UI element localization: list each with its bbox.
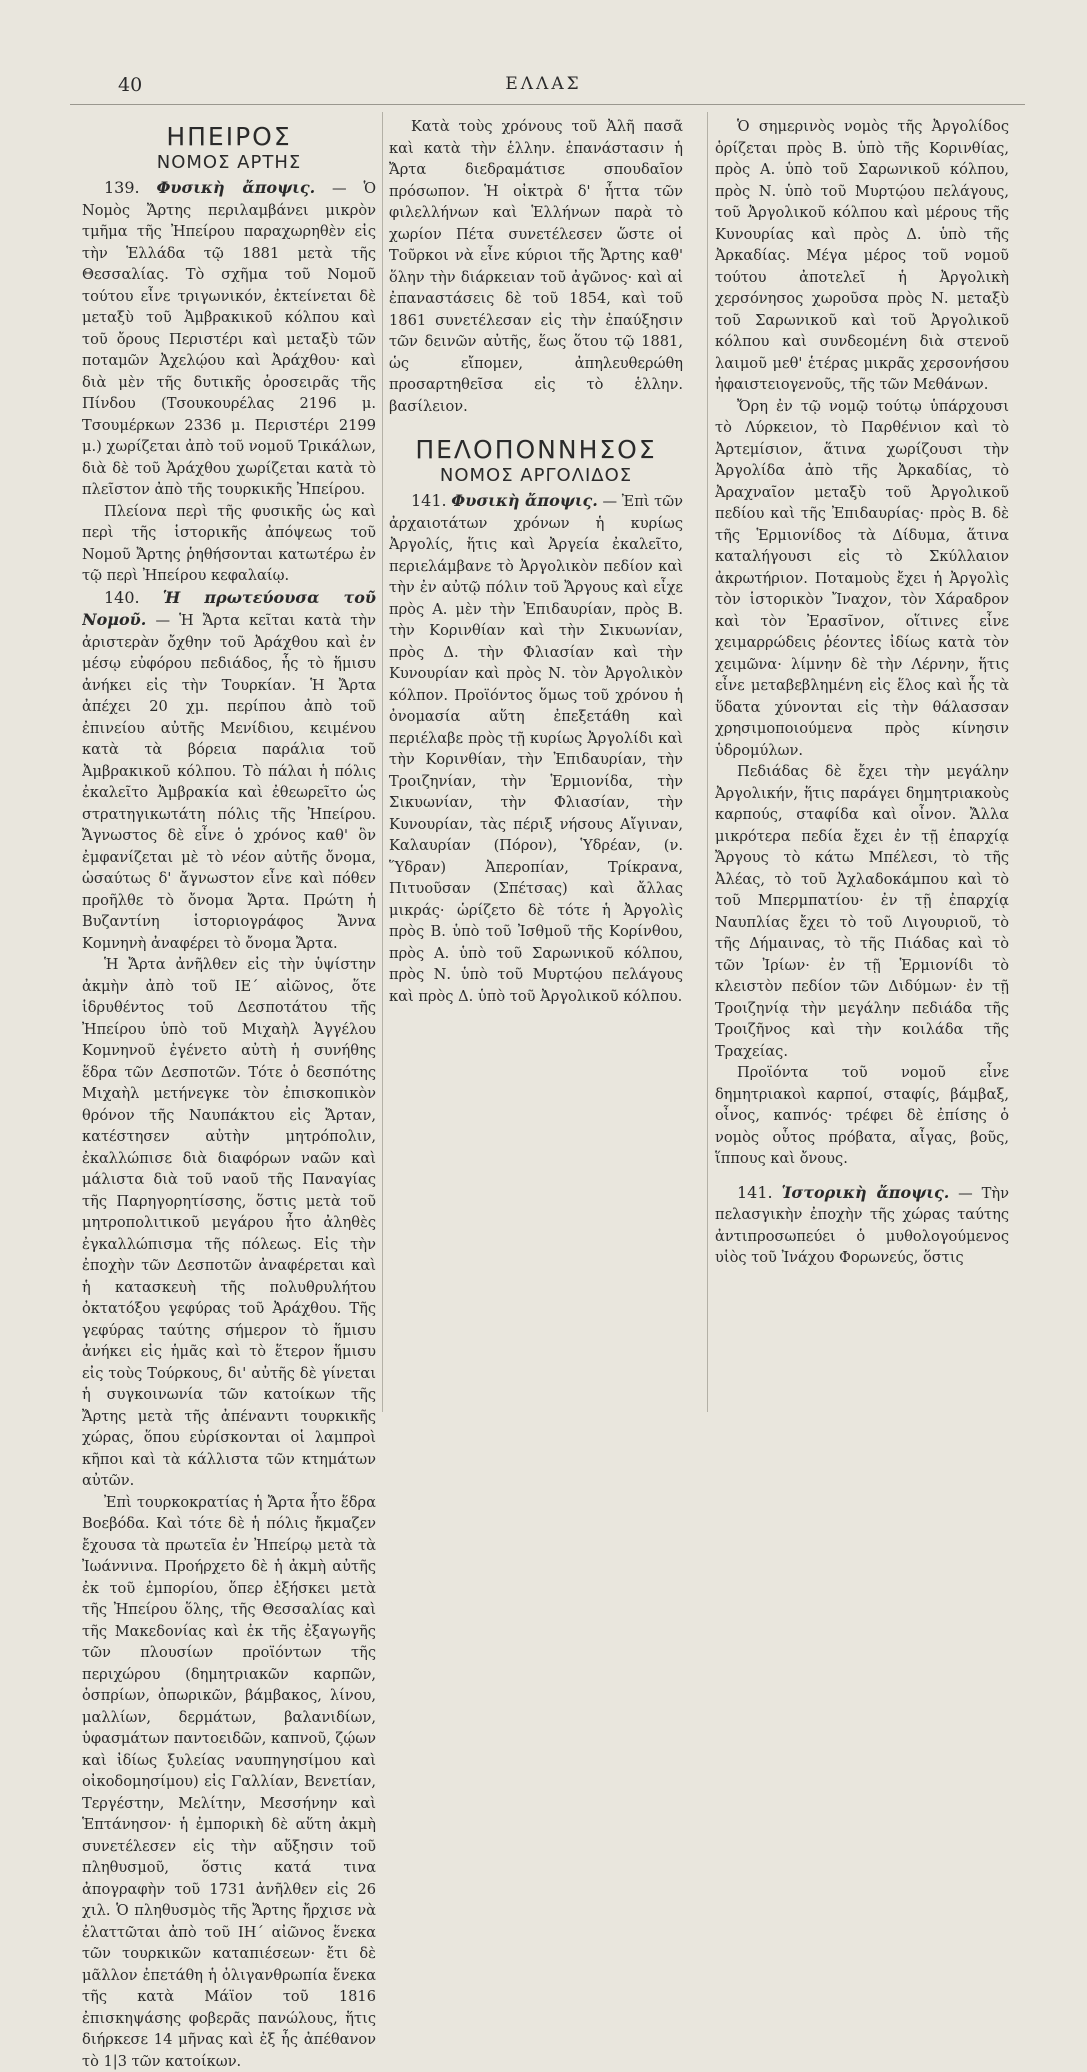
section-text-141-historical: — Τὴν πελασγικὴν ἐποχὴν τῆς χώρας ταύτης ἀντιπροσωπεύει ὁ μυθολογούμενος υἱὸς τοῦ Ἰνάχου Φορωνεύς, ὅστις xyxy=(715,1185,1009,1267)
section-title-peloponnese: ΠΕΛΟΠΟΝΝΗΣΟΣ xyxy=(389,439,683,461)
paragraph-141 xyxy=(389,490,683,1007)
paragraph-141-c: Ὄρη ἐν τῷ νομῷ τούτῳ ὑπάρχουσι τὸ Λύρκειον, τὸ Παρθένιον καὶ τὸ Ἀρτεμίσιον, ἅτινα χωρίζουσι τὴν Ἀργολίδα ἀπὸ τῆς Ἀρκαδίας, τὸ Ἀραχναῖον μεταξὺ τοῦ Ἀργολικοῦ πεδίου καὶ τῆς Ἐπιδαυρίας· πρὸς Β. δὲ τῆς Ἑρμιονίδος τὰ Δίδυμα, ἅτινα καταλήγουσι εἰς τὸ Σκύλλαιον ἀκρωτήριον. Ποταμοὺς ἔχει ἡ Ἀργολὶς τὸν ἱστορικὸν Ἴναχον, τὸν Χάραδρον καὶ τὸν Ἐρασῖνον, οἵτινες εἶνε χειμαρρώδεις ῥέοντες ἰδίως κατὰ τὸν χειμῶνα· λίμνην δὲ τὴν Λέρνην, ἥτις εἶνε μεταβεβλημένη εἰς ἕλος καὶ ἧς τὰ ὕδατα χύνονται εἰς τὴν θάλασσαν χρησιμοποιούμενα πρὸς κίνησιν ὑδρομύλων. xyxy=(715,396,1009,762)
paragraph-140-c: Ἐπὶ τουρκοκρατίας ἡ Ἄρτα ἦτο ἕδρα Βοεβόδα. Καὶ τότε δὲ ἡ πόλις ἤκμαζεν ἔχουσα τὰ πρωτεῖα ἐν Ἠπείρῳ μετὰ τὰ Ἰωάννινα. Προήρχετο δὲ ἡ ἀκμὴ αὐτῆς ἐκ τοῦ ἐμπορίου, ὅπερ ἐξήσκει μετὰ τῆς Ἠπείρου ὅλης, τῆς Θεσσαλίας καὶ τῆς Μακεδονίας καὶ ἐκ τῆς ἐξαγωγῆς τῶν πλουσίων προϊόντων τῆς περιχώρου (δημητριακῶν καρπῶν, ὀσπρίων, ὀπωρικῶν, βάμβακος, λίνου, μαλλίων, δερμάτων, βαλανιδίων, ὑφασμάτων παντοειδῶν, καπνοῦ, ζῴων καὶ ἰδίως ξυλείας ναυπηγησίμου καὶ οἰκοδομησίμου) εἰς Γαλλίαν, Βενετίαν, Τεργέστην, Μελίτην, Μεσσήνην καὶ Ἑπτάνησον· ἡ ἐμπορικὴ δὲ αὕτη ἀκμὴ συνετέλεσεν εἰς τὴν αὔξησιν τοῦ πληθυσμοῦ, ὅστις κατά τινα ἀπογραφὴν τοῦ 1731 ἀνῆλθεν εἰς 26 χιλ. Ὁ πληθυσμὸς τῆς Ἄρτης ἤρχισε νὰ ἐλαττῶται ἀπὸ τοῦ ΙΗ΄ αἰῶνος ἕνεκα τῶν τουρκικῶν καταπιέσεων· ἔτι δὲ μᾶλλον ἐπετάθη ἡ ὀλιγανθρωπία ἕνεκα τῆς κατὰ Μάϊον τοῦ 1816 ἐπισκηψάσης φοβερᾶς πανώλους, ἥτις διήρκεσε 14 μῆνας καὶ ἐξ ἧς ἀπέθανον τὸ 1|3 τῶν κατοίκων. xyxy=(82,1492,376,2072)
section-title-epirus: ΗΠΕΙΡΟΣ xyxy=(82,126,376,148)
section-heading-physical-argolis: Φυσικὴ ἄποψις. xyxy=(451,491,598,510)
paragraph-141-d: Πεδιάδας δὲ ἔχει τὴν μεγάλην Ἀργολικήν, ἥτις παράγει δημητριακοὺς καρπούς, σταφίδα καὶ οἶνον. Ἄλλα μικρότερα πεδία ἔχει ἐν τῇ ἐπαρχίᾳ Ἄργους τὸ κάτω Μπέλεσι, τὸ τῆς Ἀλέας, τὸ τοῦ Ἀχλαδοκάμπου καὶ τὸ τοῦ Μπερμπατίου· ἐν τῇ ἐπαρχίᾳ Ναυπλίας ἔχει τὸ τοῦ Λιγουριοῦ, τὸ τῆς Δήμαινας, τὸ τῆς Πιάδας καὶ τὸ τῶν Ἰρίων· ἐν τῇ Ἑρμιονίδι τὸ κλειστὸν πεδίον τῶν Διδύμων· ἐν τῇ Τροιζηνίᾳ τὴν μεγάλην πεδιάδα τῆς Τροιζῆνος καὶ τὴν κοιλάδα τῆς Τραχείας. xyxy=(715,761,1009,1062)
running-title: ΕΛΛΑΣ xyxy=(0,74,1087,94)
column-divider-1 xyxy=(382,112,383,1412)
paragraph-141-b: Ὁ σημερινὸς νομὸς τῆς Ἀργολίδος ὁρίζεται πρὸς Β. ὑπὸ τῆς Κορινθίας, πρὸς Α. ὑπὸ τοῦ Σαρωνικοῦ κόλπου, πρὸς Ν. ὑπὸ τοῦ Μυρτῴου πελάγους, τοῦ Ἀργολικοῦ κόλπου καὶ μέρους τῆς Κυνουρίας καὶ πρὸς Δ. ὑπὸ τῆς Ἀρκαδίας. Μέγα μέρος τοῦ νομοῦ τούτου ἀποτελεῖ ἡ Ἀργολικὴ χερσόνησος χωροῦσα πρὸς Ν. μεταξὺ τοῦ Σαρωνικοῦ καὶ τοῦ Ἀργολικοῦ κόλπου καὶ συνδεομένη διὰ στενοῦ λαιμοῦ μεθ' ἑτέρας μικρᾶς χερσονήσου ἠφαιστειογενοῦς, τῆς τῶν Μεθάνων. xyxy=(715,116,1009,396)
column-3 xyxy=(715,116,1009,1269)
paragraph-141-e: Προϊόντα τοῦ νομοῦ εἶνε δημητριακοὶ καρποί, σταφίς, βάμβαξ, οἶνος, καπνός· τρέφει δὲ ἐπίσης ὁ νομὸς οὗτος πρόβατα, αἶγας, βοῦς, ἵππους καὶ ὄνους. xyxy=(715,1062,1009,1170)
section-heading-capital: Ἡ πρωτεύουσα τοῦ Νομοῦ. xyxy=(82,588,376,630)
subsection-title-arta: ΝΟΜΟΣ ΑΡΤΗΣ xyxy=(82,152,376,174)
column-divider-2 xyxy=(707,112,708,1412)
paragraph-140-d: Κατὰ τοὺς χρόνους τοῦ Ἀλῆ πασᾶ καὶ κατὰ τὴν ἑλλην. ἐπανάστασιν ἡ Ἄρτα διεδραμάτισε σπουδαῖον πρόσωπον. Ἡ οἰκτρὰ δ' ἧττα τῶν φιλελλήνων καὶ Ἑλλήνων παρὰ τὸ χωρίον Πέτα συνετέλεσεν ὥστε οἱ Τοῦρκοι νὰ εἶνε κύριοι τῆς Ἄρτης καθ' ὅλην τὴν διάρκειαν τοῦ ἀγῶνος· καὶ αἱ ἐπαναστάσεις δὲ τοῦ 1854, καὶ τοῦ 1861 συνετέλεσαν εἰς τὴν ἐπαύξησιν τῶν δεινῶν αὐτῆς, ἕως ὅτου τῷ 1881, ὡς εἴπομεν, ἀπηλευθερώθη προσαρτηθεῖσα εἰς τὸ ἑλλην. βασίλειον. xyxy=(389,116,683,417)
column-2 xyxy=(389,116,683,1007)
header-rule xyxy=(70,104,1025,105)
section-text-141: — Ἐπὶ τῶν ἀρχαιοτάτων χρόνων ἡ κυρίως Ἀργολίς, ἥτις καὶ Ἀργεία ἐκαλεῖτο, περιελάμβανε τὸ Ἀργολικὸν πεδίον καὶ τὴν ἐν αὐτῷ πόλιν τοῦ Ἄργους καὶ εἶχε πρὸς Α. μὲν τὴν Ἐπιδαυρίαν, πρὸς Β. τὴν Κορινθίαν καὶ τὴν Σικυωνίαν, πρὸς Δ. τὴν Φλιασίαν καὶ τὴν Κυνουρίαν καὶ πρὸς Ν. τὸν Ἀργολικὸν κόλπον. Προϊόντος ὅμως τοῦ χρόνου ἡ ὀνομασία αὕτη ἐπεξετάθη καὶ περιέλαβε πρὸς τῇ κυρίως Ἀργολίδι καὶ τὴν Κορινθίαν, τὴν Ἐπιδαυρίαν, τὴν Τροιζηνίαν, τὴν Ἑρμιονίδα, τὴν Σικυωνίαν, τὴν Φλιασίαν, τὴν Κυνουρίαν, τὰς πέριξ νήσους Αἴγιναν, Καλαυρίαν (Πόρον), Ὑδρέαν, (ν. Ὕδραν) Ἀπεροπίαν, Τρίκρανα, Πιτυοῦσαν (Σπέτσας) καὶ ἄλλας μικράς· ὡρίζετο δὲ τότε ἡ Ἀργολὶς πρὸς Β. ὑπὸ τοῦ Ἰσθμοῦ τῆς Κορίνθου, πρὸς Α. ὑπὸ τοῦ Σαρωνικοῦ κόλπου, πρὸς Ν. ὑπὸ τοῦ Μυρτῴου πελάγους καὶ πρὸς Δ. ὑπὸ τοῦ Ἀργολικοῦ κόλπου. xyxy=(389,493,683,1005)
section-heading-historical: Ἱστορικὴ ἄποψις. xyxy=(782,1183,950,1202)
section-number-139: 139. xyxy=(104,178,140,197)
paragraph-140 xyxy=(82,587,376,955)
subsection-title-argolis: ΝΟΜΟΣ ΑΡΓΟΛΙΔΟΣ xyxy=(389,465,683,487)
paragraph-140-b: Ἡ Ἄρτα ἀνῆλθεν εἰς τὴν ὑψίστην ἀκμὴν ἀπὸ τοῦ ΙΕ΄ αἰῶνος, ὅτε ἱδρυθέντος τοῦ Δεσποτάτου τῆς Ἠπείρου ὑπὸ τοῦ Μιχαὴλ Ἀγγέλου Κομνηνοῦ ἐγένετο αὐτὴ ἡ συνήθης ἕδρα τῶν Δεσποτῶν. Τότε ὁ δεσπότης Μιχαὴλ μετήνεγκε τὸν ἐπισκοπικὸν θρόνον τῆς Ναυπάκτου εἰς Ἄρταν, κατέστησεν αὐτὴν μητρόπολιν, ἐκαλλώπισε διὰ διαφόρων ναῶν καὶ μάλιστα διὰ τοῦ ναοῦ τῆς Παναγίας τῆς Παρηγορητίσσης, ὅστις μετὰ τοῦ μητροπολιτικοῦ μεγάρου ἦτο ἀληθὲς ἐγκαλλώπισμα τῆς πόλεως. Εἰς τὴν ἐποχὴν τῶν Δεσποτῶν ἀναφέρεται καὶ ἡ κατασκευὴ τῆς πολυθρυλήτου ὀκτατόξου γεφύρας τοῦ Ἀράχθου. Τῆς γεφύρας ταύτης σήμερον τὸ ἥμισυ ἀνήκει εἰς ἡμᾶς καὶ τὸ ἕτερον ἥμισυ εἰς τοὺς Τούρκους, δι' αὐτῆς δὲ γίνεται ἡ συγκοινωνία τῶν κατοίκων τῆς Ἄρτης μετὰ τῆς ἀπέναντι τουρκικῆς χώρας, ὅπου εὑρίσκονται οἱ λαμπροὶ κῆποι καὶ τὰ κάλλιστα τῶν κτημάτων αὐτῶν. xyxy=(82,954,376,1492)
section-number-141-b: 141. xyxy=(737,1183,773,1202)
section-text-140: — Ἡ Ἄρτα κεῖται κατὰ τὴν ἀριστερὰν ὄχθην τοῦ Ἀράχθου καὶ ἐν μέσῳ εὐφόρου πεδιάδος, ἧς τὸ ἥμισυ ἀνήκει εἰς τὴν Τουρκίαν. Ἡ Ἄρτα ἀπέχει 20 χμ. περίπου ἀπὸ τοῦ ἐπινείου αὐτῆς Μενίδιου, κειμένου κατὰ τὰ βόρεια παράλια τοῦ Ἀμβρακικοῦ κόλπου. Τὸ πάλαι ἡ πόλις ἐκαλεῖτο Ἀμβρακία καὶ ἐθεωρεῖτο ὡς στρατηγικωτάτη πόλις τῆς Ἠπείρου. Ἄγνωστος δὲ εἶνε ὁ χρόνος καθ' ὃν ἐμφανίζεται μὲ τὸ νέον αὐτῆς ὄνομα, ὡσαύτως δ' ἄγνωστον εἶνε καὶ πόθεν προῆλθε τὸ ὄνομα Ἄρτα. Πρώτη ἡ Βυζαντίνη ἱστοριογράφος Ἄννα Κομνηνὴ ἀναφέρει τὸ ὄνομα Ἄρτα. xyxy=(82,612,376,952)
paragraph-141-historical xyxy=(715,1182,1009,1269)
paragraph-139 xyxy=(82,177,376,501)
section-number-141: 141. xyxy=(411,491,447,510)
paragraph-139-b: Πλείονα περὶ τῆς φυσικῆς ὡς καὶ περὶ τῆς ἱστορικῆς ἀπόψεως τοῦ Νομοῦ Ἄρτης ῥηθήσονται κατωτέρω ἐν τῷ περὶ Ἠπείρου κεφαλαίῳ. xyxy=(82,501,376,587)
column-1 xyxy=(82,116,376,2072)
spacer xyxy=(389,417,683,429)
section-heading-physical: Φυσικὴ ἄποψις. xyxy=(156,178,315,197)
section-text-139: — Ὁ Νομὸς Ἄρτης περιλαμβάνει μικρὸν τμῆμα τῆς Ἠπείρου παραχωρηθὲν εἰς τὴν Ἑλλάδα τῷ 1881 μετὰ τῆς Θεσσαλίας. Τὸ σχῆμα τοῦ Νομοῦ τούτου εἶνε τριγωνικόν, ἐκτείνεται δὲ μεταξὺ τοῦ Ἀμβρακικοῦ κόλπου καὶ τοῦ ὄρους Περιστέρι καὶ μεταξὺ τῶν ποταμῶν Ἀχελῴου καὶ Ἀράχθου· καὶ διὰ μὲν τῆς δυτικῆς ὀροσειρᾶς τῆς Πίνδου (Τσουκουρέλας 2196 μ. Τσουμέρκων 2336 μ. Περιστέρι 2199 μ.) χωρίζεται ἀπὸ τοῦ νομοῦ Τρικάλων, διὰ δὲ τοῦ Ἀράχθου χωρίζεται κατὰ τὸ πλεῖστον ἀπὸ τῆς τουρκικῆς Ἠπείρου. xyxy=(82,180,376,498)
section-number-140: 140. xyxy=(104,588,140,607)
spacer xyxy=(715,1170,1009,1182)
page-number: 40 xyxy=(118,74,142,96)
